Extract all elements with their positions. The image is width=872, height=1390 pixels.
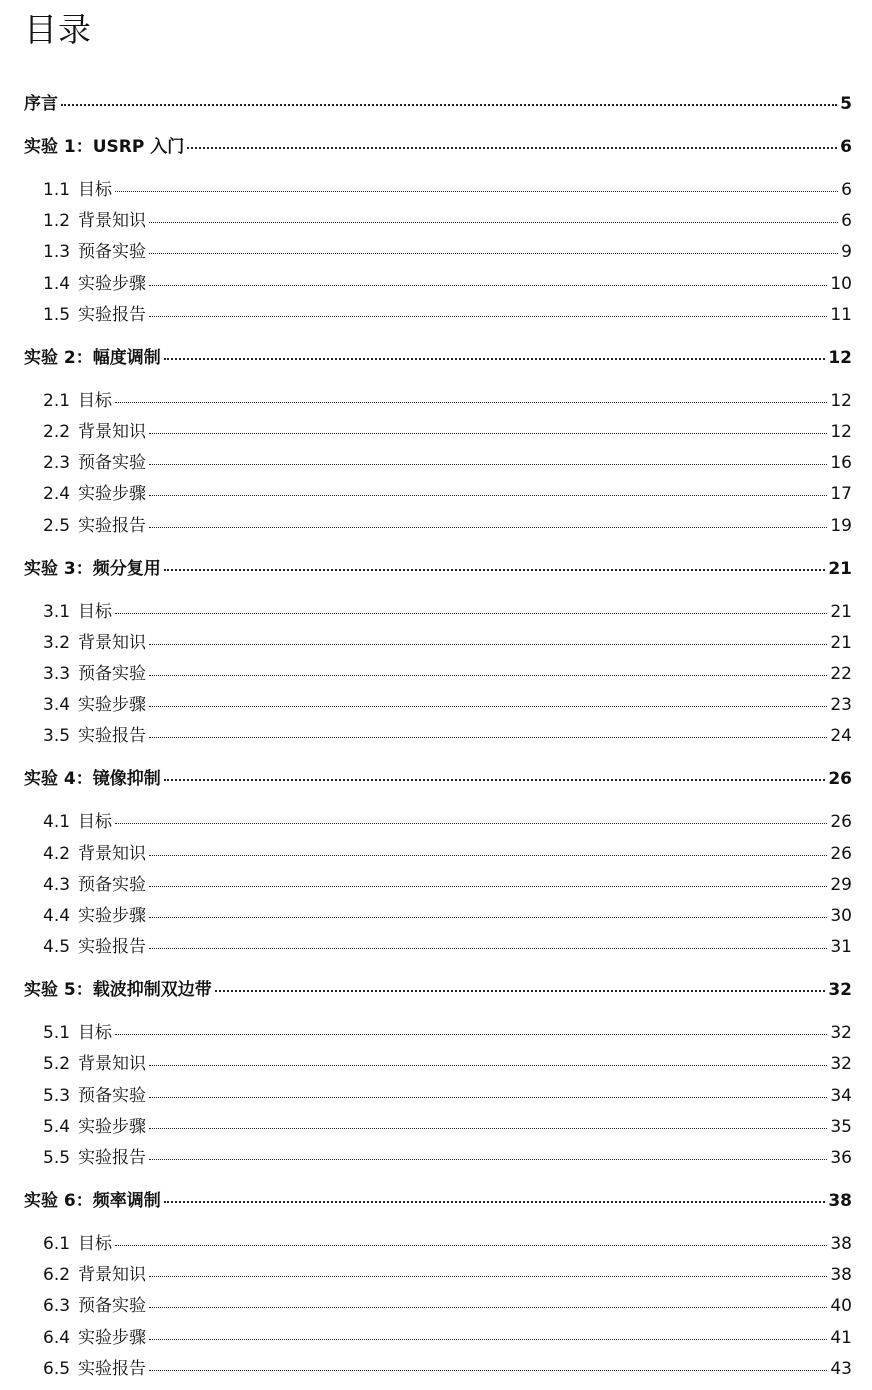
toc-section-entry[interactable] xyxy=(43,1231,852,1257)
page-number: 26 xyxy=(828,769,852,789)
page-number: 12 xyxy=(830,391,852,411)
entry-title: 预备实验 xyxy=(78,453,147,473)
dot-leader xyxy=(187,147,837,149)
toc-section-entry[interactable] xyxy=(43,513,852,539)
entry-title: 目标 xyxy=(78,391,113,411)
dot-leader xyxy=(149,495,827,496)
toc-section-entry[interactable] xyxy=(43,481,852,507)
toc-section-entry[interactable] xyxy=(43,1145,852,1171)
entry-number: 6.5 xyxy=(43,1359,71,1379)
entry-number: 1.5 xyxy=(43,305,71,325)
entry-number: 6.2 xyxy=(43,1265,71,1285)
dot-leader xyxy=(164,779,826,781)
entry-title: 实验 5：载波抑制双边带 xyxy=(24,980,212,1000)
dot-leader xyxy=(164,358,826,360)
entry-number: 4.2 xyxy=(43,844,71,864)
dot-leader xyxy=(149,253,838,254)
page-number: 30 xyxy=(830,906,852,926)
toc-section-entry[interactable] xyxy=(43,239,852,265)
dot-leader xyxy=(149,675,827,676)
entry-title: 实验步骤 xyxy=(78,484,147,504)
entry-number: 1.1 xyxy=(43,180,71,200)
entry-number: 5.2 xyxy=(43,1054,71,1074)
entry-number: 1.3 xyxy=(43,242,71,262)
page-number: 32 xyxy=(830,1023,852,1043)
dot-leader xyxy=(149,316,827,317)
entry-title: 预备实验 xyxy=(78,1086,147,1106)
entry-title: 预备实验 xyxy=(78,664,147,684)
toc-section-entry[interactable] xyxy=(43,723,852,749)
entry-number: 3.1 xyxy=(43,602,71,622)
entry-title: 实验 6：频率调制 xyxy=(24,1191,161,1211)
entry-title: 实验报告 xyxy=(78,516,147,536)
entry-title: 背景知识 xyxy=(78,422,147,442)
dot-leader xyxy=(149,433,827,434)
dot-leader xyxy=(115,402,827,403)
page-number: 12 xyxy=(830,422,852,442)
page-number: 35 xyxy=(830,1117,852,1137)
toc-section-entry[interactable] xyxy=(43,1114,852,1140)
entry-title: 实验 4：镜像抑制 xyxy=(24,769,161,789)
page-number: 38 xyxy=(830,1234,852,1254)
toc-section-entry[interactable] xyxy=(43,302,852,328)
toc-section-entry[interactable] xyxy=(43,1262,852,1288)
entry-number: 6.1 xyxy=(43,1234,71,1254)
toc-section-entry[interactable] xyxy=(43,177,852,203)
entry-number: 6.3 xyxy=(43,1296,71,1316)
toc-section-entry[interactable] xyxy=(43,599,852,625)
entry-number: 4.5 xyxy=(43,937,71,957)
page-number: 43 xyxy=(830,1359,852,1379)
dot-leader xyxy=(164,1201,826,1203)
entry-title: 实验步骤 xyxy=(78,274,147,294)
entry-number: 4.3 xyxy=(43,875,71,895)
toc-section-entry[interactable] xyxy=(43,1020,852,1046)
entry-number: 5.5 xyxy=(43,1148,71,1168)
entry-title: 实验报告 xyxy=(78,726,147,746)
entry-title: 目标 xyxy=(78,1234,113,1254)
entry-number: 6.4 xyxy=(43,1328,71,1348)
toc-chapter-entry[interactable] xyxy=(24,556,852,582)
dot-leader xyxy=(149,464,827,465)
dot-leader xyxy=(149,948,827,949)
toc-chapter-entry[interactable] xyxy=(24,134,852,160)
dot-leader xyxy=(149,1370,827,1371)
page-number: 6 xyxy=(841,211,852,231)
page-number: 16 xyxy=(830,453,852,473)
page-number: 26 xyxy=(830,844,852,864)
page-number: 19 xyxy=(830,516,852,536)
entry-title: 目标 xyxy=(78,180,113,200)
page-number: 22 xyxy=(830,664,852,684)
dot-leader xyxy=(115,1245,827,1246)
dot-leader xyxy=(149,855,827,856)
toc-section-entry[interactable] xyxy=(43,208,852,234)
toc-section-entry[interactable] xyxy=(43,271,852,297)
dot-leader xyxy=(149,886,827,887)
dot-leader xyxy=(115,191,838,192)
entry-number: 2.1 xyxy=(43,391,71,411)
dot-leader xyxy=(149,1307,827,1308)
entry-title: 背景知识 xyxy=(78,844,147,864)
entry-title: 背景知识 xyxy=(78,1265,147,1285)
entry-title: 序言 xyxy=(24,94,58,114)
entry-title: 实验 2：幅度调制 xyxy=(24,348,161,368)
entry-title: 目标 xyxy=(78,602,113,622)
toc-chapter-entry[interactable] xyxy=(24,345,852,371)
entry-title: 实验步骤 xyxy=(78,1328,147,1348)
toc-section-entry[interactable] xyxy=(43,809,852,835)
entry-number: 2.3 xyxy=(43,453,71,473)
entry-number: 3.4 xyxy=(43,695,71,715)
entry-title: 预备实验 xyxy=(78,1296,147,1316)
page-number: 21 xyxy=(830,602,852,622)
entry-title: 目标 xyxy=(78,812,113,832)
entry-title: 实验 1：USRP 入门 xyxy=(24,137,185,157)
page-number: 24 xyxy=(830,726,852,746)
entry-title: 实验步骤 xyxy=(78,1117,147,1137)
entry-title: 实验报告 xyxy=(78,1359,147,1379)
page-number: 26 xyxy=(830,812,852,832)
entry-title: 预备实验 xyxy=(78,875,147,895)
entry-title: 实验步骤 xyxy=(78,695,147,715)
entry-number: 2.2 xyxy=(43,422,71,442)
dot-leader xyxy=(215,990,826,992)
toc-section-entry[interactable] xyxy=(43,630,852,656)
dot-leader xyxy=(115,823,827,824)
toc-section-entry[interactable] xyxy=(43,692,852,718)
entry-number: 1.4 xyxy=(43,274,71,294)
entry-title: 实验报告 xyxy=(78,1148,147,1168)
toc-section-entry[interactable] xyxy=(43,661,852,687)
toc-section-entry[interactable] xyxy=(43,1051,852,1077)
page-number: 9 xyxy=(841,242,852,262)
toc-section-entry[interactable] xyxy=(43,872,852,898)
page-number: 11 xyxy=(830,305,852,325)
entry-number: 4.1 xyxy=(43,812,71,832)
page-number: 41 xyxy=(830,1328,852,1348)
page-number: 12 xyxy=(828,348,852,368)
toc-section-entry[interactable] xyxy=(43,841,852,867)
toc-chapter-entry[interactable] xyxy=(24,1188,852,1214)
page-number: 5 xyxy=(840,94,852,114)
page-number: 32 xyxy=(830,1054,852,1074)
dot-leader xyxy=(149,737,827,738)
entry-number: 1.2 xyxy=(43,211,71,231)
entry-title: 实验 3：频分复用 xyxy=(24,559,161,579)
entry-number: 5.4 xyxy=(43,1117,71,1137)
page-number: 38 xyxy=(828,1191,852,1211)
dot-leader xyxy=(149,917,827,918)
page-number: 34 xyxy=(830,1086,852,1106)
page-number: 21 xyxy=(830,633,852,653)
dot-leader xyxy=(149,1128,827,1129)
entry-title: 实验报告 xyxy=(78,305,147,325)
page-number: 23 xyxy=(830,695,852,715)
page-number: 17 xyxy=(830,484,852,504)
page-number: 32 xyxy=(828,980,852,1000)
dot-leader xyxy=(149,1159,827,1160)
entry-number: 5.1 xyxy=(43,1023,71,1043)
dot-leader xyxy=(115,613,827,614)
page-number: 6 xyxy=(840,137,852,157)
entry-title: 实验步骤 xyxy=(78,906,147,926)
toc-section-entry[interactable] xyxy=(43,934,852,960)
dot-leader xyxy=(149,706,827,707)
page-number: 10 xyxy=(830,274,852,294)
entry-number: 3.2 xyxy=(43,633,71,653)
entry-title: 实验报告 xyxy=(78,937,147,957)
dot-leader xyxy=(149,1339,827,1340)
dot-leader xyxy=(149,527,827,528)
entry-number: 5.3 xyxy=(43,1086,71,1106)
entry-number: 3.5 xyxy=(43,726,71,746)
entry-title: 背景知识 xyxy=(78,1054,147,1074)
page-number: 40 xyxy=(830,1296,852,1316)
toc-section-entry[interactable] xyxy=(43,419,852,445)
toc-section-entry[interactable] xyxy=(43,450,852,476)
page-number: 29 xyxy=(830,875,852,895)
toc-section-entry[interactable] xyxy=(43,1083,852,1109)
entry-number: 2.4 xyxy=(43,484,71,504)
toc-chapter-entry[interactable] xyxy=(24,766,852,792)
toc-chapter-entry[interactable] xyxy=(24,977,852,1003)
page-number: 21 xyxy=(828,559,852,579)
page-title: 目录 xyxy=(24,10,92,49)
toc-section-entry[interactable] xyxy=(43,388,852,414)
entry-title: 背景知识 xyxy=(78,211,147,231)
dot-leader xyxy=(115,1034,827,1035)
dot-leader xyxy=(149,1097,827,1098)
page-number: 6 xyxy=(841,180,852,200)
entry-title: 目标 xyxy=(78,1023,113,1043)
toc-section-entry[interactable] xyxy=(43,903,852,929)
dot-leader xyxy=(149,644,827,645)
entry-number: 2.5 xyxy=(43,516,71,536)
dot-leader xyxy=(149,1065,827,1066)
entry-title: 背景知识 xyxy=(78,633,147,653)
page-number: 38 xyxy=(830,1265,852,1285)
dot-leader xyxy=(164,569,826,571)
dot-leader xyxy=(149,1276,827,1277)
dot-leader xyxy=(61,104,837,106)
dot-leader xyxy=(149,222,838,223)
toc-section-entry[interactable] xyxy=(43,1293,852,1319)
entry-number: 4.4 xyxy=(43,906,71,926)
page-number: 36 xyxy=(830,1148,852,1168)
dot-leader xyxy=(149,285,827,286)
toc-chapter-entry[interactable] xyxy=(24,91,852,117)
page-number: 31 xyxy=(830,937,852,957)
entry-number: 3.3 xyxy=(43,664,71,684)
toc-section-entry[interactable] xyxy=(43,1356,852,1382)
toc-section-entry[interactable] xyxy=(43,1325,852,1351)
entry-title: 预备实验 xyxy=(78,242,147,262)
